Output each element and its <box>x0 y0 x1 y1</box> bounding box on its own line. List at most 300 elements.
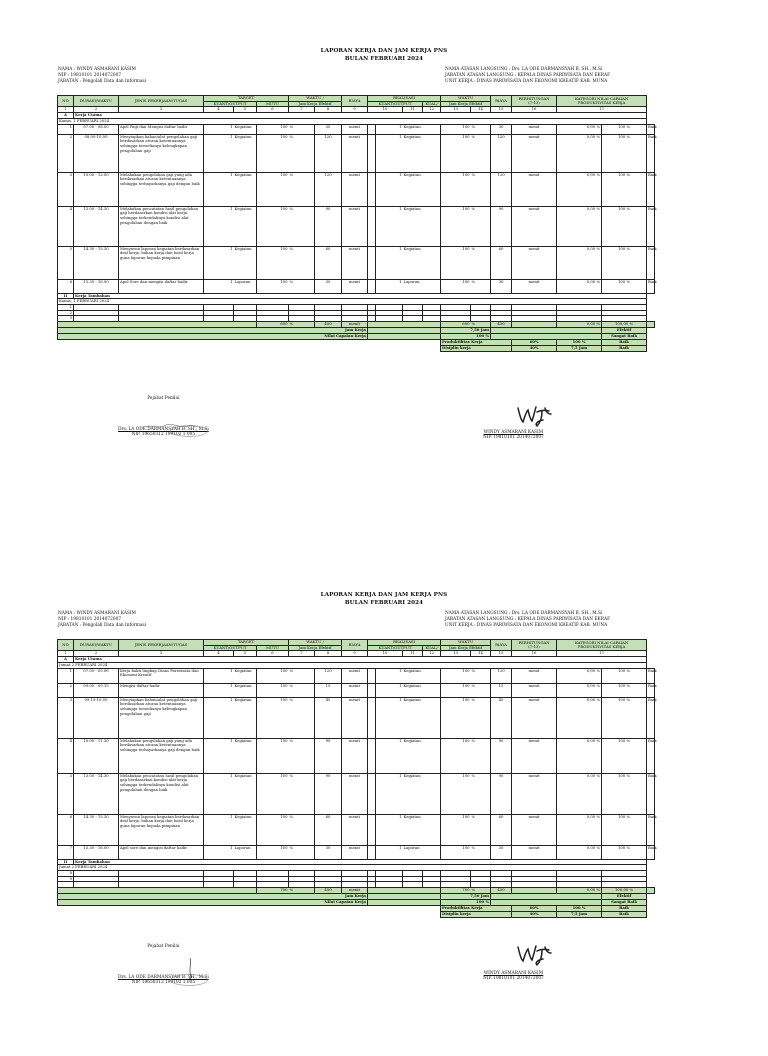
supervisor-info <box>445 611 610 629</box>
totals-target-quality-pct: % <box>289 887 315 893</box>
column-number: 9 <box>342 651 368 657</box>
header-target-quality: MUTU <box>257 645 289 651</box>
row-percentage <box>602 206 647 246</box>
totals-calculation-pct: % <box>596 321 601 327</box>
date-label: Kamis, 1 FEBRUARI 2024 <box>58 118 647 124</box>
totals-real-quality-pct: % <box>471 887 491 893</box>
row-category: Baik <box>647 206 655 246</box>
row-calculation-pct: % <box>596 772 601 778</box>
row-real-quantity: 1 <box>376 246 403 279</box>
discipline-category: Baik <box>602 346 647 352</box>
column-number: 2 <box>74 107 119 113</box>
row-task: Melakukan pengolahan gaji yang ada berdasarkan aturan ketentuannya sehingga terbayarkanya gaji dengan baik <box>119 738 204 773</box>
row-task: Apel Pagi dan Mengisi daftar hadir <box>119 124 204 134</box>
totals-calculation-value: 0,00 <box>586 886 596 892</box>
row-cost <box>368 279 376 293</box>
row-real-quality-pct: % <box>471 683 491 697</box>
row-category: Baik <box>647 172 655 206</box>
blank-row-number: 9 <box>58 876 74 882</box>
row-real-quantity: 1 <box>376 134 403 172</box>
row-target-unit: Kegiatan <box>234 773 257 814</box>
row-target-unit: Kegiatan <box>234 172 257 206</box>
row-calculation <box>557 134 602 172</box>
work-hours-number: 7,50 <box>470 327 480 333</box>
section-label: Kerja Utama <box>74 113 647 119</box>
totals-real-time: 450 <box>491 322 512 328</box>
work-report-table <box>57 639 655 918</box>
totals-target-time-unit: menit <box>342 322 368 328</box>
row-calculation-pct: % <box>596 278 601 284</box>
row-real-unit: Kegiatan <box>403 206 441 246</box>
header-target-quality: MUTU <box>257 101 289 107</box>
row-target-quality-pct: % <box>289 124 315 134</box>
row-percentage-value: 100 <box>618 844 626 850</box>
row-target-time-unit: menit <box>342 246 368 279</box>
row-calculation <box>557 814 602 845</box>
row-real-quantity: 1 <box>376 738 403 773</box>
row-target-quality-pct: % <box>289 845 315 859</box>
row-real-quality: 100 <box>441 697 471 738</box>
row-real-quality-pct: % <box>471 668 491 683</box>
discipline-weight: 40% <box>512 911 557 917</box>
row-time: 07.00 - 08.00 <box>74 124 119 134</box>
header-task-type: JENIS PEKERJAAN/TUGAS <box>119 96 204 107</box>
row-real-quality: 100 <box>441 124 471 134</box>
row-target-time-unit: menit <box>342 773 368 814</box>
row-number: 3 <box>58 172 74 206</box>
header-realization: REALISASI <box>368 640 441 646</box>
row-calculation-value: 0,00 <box>586 171 596 177</box>
row-number: 5 <box>58 246 74 279</box>
header-no: NO <box>58 640 74 651</box>
totals-real-quality: 700 <box>441 887 471 893</box>
row-target-quality: 100 <box>257 246 289 279</box>
row-time: 13.00 - 14.30 <box>74 773 119 814</box>
achievement-unit: % <box>485 898 490 904</box>
discipline-row <box>58 346 655 352</box>
row-time: 14.30 - 15.30 <box>74 246 119 279</box>
row-target-time-unit: menit <box>342 814 368 845</box>
totals-target-time: 450 <box>315 887 342 893</box>
row-percentage-unit: % <box>626 667 631 673</box>
header-time-2: WAKTU <box>441 640 491 646</box>
row-target-time: 120 <box>315 172 342 206</box>
row-time: 09.00 - 09.15 <box>74 683 119 697</box>
column-number: 4 <box>204 651 234 657</box>
table-row <box>58 773 655 814</box>
row-target-quality-pct: % <box>289 683 315 697</box>
row-task: Apel sore dan mengisi daftar hadir <box>119 845 204 859</box>
row-calculation-pct: % <box>596 171 601 177</box>
row-target-quality-pct: % <box>289 697 315 738</box>
table-row <box>58 845 655 859</box>
signature-left-name: Drs. LA ODE DARMANSYAH B. SH., M.Si <box>118 975 209 980</box>
row-percentage <box>602 172 647 206</box>
row-task: Kerja bakti lingkup Dinas Pariwisata dan Ekonomi Kreatif <box>119 668 204 683</box>
row-category: Baik <box>647 738 655 773</box>
header-calculation <box>512 640 557 651</box>
row-target-unit: Kegiatan <box>234 124 257 134</box>
row-category: Baik <box>647 845 655 859</box>
row-real-quality-pct: % <box>471 172 491 206</box>
row-calculation <box>557 845 602 859</box>
row-percentage-value: 100 <box>618 133 626 139</box>
row-percentage <box>602 697 647 738</box>
row-target-quantity: 1 <box>204 124 234 134</box>
row-cost <box>368 738 376 773</box>
row-target-time: 60 <box>315 246 342 279</box>
row-cost <box>368 246 376 279</box>
header-time-2: WAKTU <box>441 96 491 102</box>
row-percentage-unit: % <box>626 772 631 778</box>
row-real-quantity: 1 <box>376 124 403 134</box>
row-real-unit: Kegiatan <box>403 773 441 814</box>
header-cost-2: BIAYA <box>491 96 512 107</box>
header-real-quality: KUAL/ <box>423 101 441 107</box>
header-calc-line: (7-13) <box>528 644 540 650</box>
row-category: Baik <box>647 134 655 172</box>
row-target-time-unit: menit <box>342 124 368 134</box>
employee-info-line: NIP : 19810101 2014072007 <box>58 617 122 622</box>
row-task: Mengisi daftar hadir <box>119 683 204 697</box>
row-target-quality: 100 <box>257 683 289 697</box>
row-calculation <box>557 668 602 683</box>
totals-calculation-pct: % <box>596 886 601 892</box>
row-real-time: 60 <box>491 814 512 845</box>
row-target-quality: 100 <box>257 845 289 859</box>
header-duration: DURASI/WAKTU <box>74 640 119 651</box>
column-number: 16 <box>512 107 557 113</box>
work-hours-category: Efektif <box>602 328 647 334</box>
row-target-quality-pct: % <box>289 206 315 246</box>
row-real-quality-pct: % <box>471 279 491 293</box>
column-number: 17 <box>557 651 647 657</box>
productivity-label: Produktifitas Kerja <box>441 340 512 346</box>
row-percentage-unit: % <box>626 813 631 819</box>
row-number: 1 <box>58 668 74 683</box>
header-realization: REALISASI <box>368 96 441 102</box>
row-percentage-unit: % <box>626 133 631 139</box>
section-number: A <box>58 113 74 119</box>
work-hours-unit: Jam <box>480 892 490 898</box>
totals-target-quality: 700 <box>257 887 289 893</box>
header-category-line: KATEGORI NILAI CAPAIAN <box>574 95 629 101</box>
row-task: Menyusun laporan kegiatan berdasarkan draf kerja, bahan kerja dan hasil kerja guna laporan kepada pimpinan <box>119 814 204 845</box>
row-target-time-unit: menit <box>342 134 368 172</box>
row-real-quantity: 1 <box>376 814 403 845</box>
row-number: 4 <box>58 738 74 773</box>
row-task: Menyiapkan bahan/alat pengolahan gaji berdasarkan aturan ketentuannya sehingga tersedianya kelengkapan pengolahan gaji <box>119 134 204 172</box>
row-percentage-unit: % <box>626 245 631 251</box>
totals-calculation-value: 0,00 <box>586 321 596 327</box>
row-category: Baik <box>647 683 655 697</box>
header-target-quantity: KUANT/OUTPUT <box>204 101 257 107</box>
row-target-time-unit: menit <box>342 206 368 246</box>
header-calc-line: (7-13) <box>528 100 540 106</box>
row-time: 08.00-10.00 <box>74 134 119 172</box>
column-number: 3 <box>119 107 204 113</box>
row-real-time-unit: menit <box>512 814 557 845</box>
row-category: Baik <box>647 668 655 683</box>
handwritten-signature <box>515 941 555 967</box>
row-percentage <box>602 134 647 172</box>
row-target-quality-pct: % <box>289 246 315 279</box>
column-number: 12 <box>423 651 441 657</box>
header-cost: BIAYA <box>342 640 368 651</box>
achievement-category: Sangat Baik <box>602 899 647 905</box>
row-target-quality: 100 <box>257 206 289 246</box>
table-row <box>58 683 655 697</box>
row-real-quality: 100 <box>441 683 471 697</box>
row-real-quantity: 1 <box>376 668 403 683</box>
row-real-time: 30 <box>491 124 512 134</box>
productivity-category: Baik <box>602 905 647 911</box>
section-number: II <box>58 859 74 865</box>
achievement-label: Nilai Capaian Kerja <box>58 334 368 340</box>
column-number: 10 <box>368 651 403 657</box>
row-real-time: 60 <box>491 246 512 279</box>
row-target-time: 90 <box>315 206 342 246</box>
header-calc-line: PERHITUNGAN <box>518 639 550 645</box>
row-real-unit: Kegiatan <box>403 683 441 697</box>
row-target-time: 60 <box>315 814 342 845</box>
row-target-quantity: 1 <box>204 683 234 697</box>
row-calculation-value: 0,00 <box>586 205 596 211</box>
column-number: 6 <box>257 107 289 113</box>
row-cost <box>368 773 376 814</box>
row-category: Baik <box>647 697 655 738</box>
section-number: A <box>58 657 74 663</box>
achievement-number: 100 <box>476 333 485 339</box>
row-real-quality-pct: % <box>471 246 491 279</box>
date-label: Kamis, 1 FEBRUARI 2024 <box>58 299 647 305</box>
row-cost <box>368 683 376 697</box>
row-percentage <box>602 279 647 293</box>
row-target-quantity: 1 <box>204 738 234 773</box>
totals-target-quality-pct: % <box>289 322 315 328</box>
row-cost <box>368 814 376 845</box>
row-target-unit: Kegiatan <box>234 134 257 172</box>
signature-right-nip: NIP. 19810101 2014072007 <box>483 976 544 981</box>
header-target: TARGET <box>204 96 289 102</box>
table-row <box>58 206 655 246</box>
row-time: 10.00 - 11.30 <box>74 738 119 773</box>
header-no: NO <box>58 96 74 107</box>
column-number: 13 <box>441 107 471 113</box>
row-real-quality: 100 <box>441 814 471 845</box>
row-target-quality: 100 <box>257 738 289 773</box>
productivity-weight: 60% <box>512 905 557 911</box>
row-calculation-value: 0,00 <box>586 844 596 850</box>
header-calc-line: PERHITUNGAN <box>518 95 550 101</box>
header-real-quantity: KUANT/OUTPUT <box>368 101 423 107</box>
table-row <box>58 279 655 293</box>
row-category: Baik <box>647 279 655 293</box>
row-real-unit: Kegiatan <box>403 814 441 845</box>
totals-target-time: 450 <box>315 322 342 328</box>
row-real-quality-pct: % <box>471 773 491 814</box>
row-calculation <box>557 246 602 279</box>
header-target-quantity: KUANT/OUTPUT <box>204 645 257 651</box>
column-number: 15 <box>491 651 512 657</box>
report-subtitle: BULAN FEBRUARI 2024 <box>344 55 424 62</box>
row-percentage <box>602 814 647 845</box>
row-target-time-unit: menit <box>342 697 368 738</box>
discipline-weight: 40% <box>512 346 557 352</box>
column-number: 11 <box>403 107 423 113</box>
row-real-time: 90 <box>491 773 512 814</box>
row-target-quality: 100 <box>257 697 289 738</box>
header-category-line: PRODUKTIVITAS KERJA <box>577 644 626 650</box>
row-real-time: 90 <box>491 738 512 773</box>
row-percentage <box>602 845 647 859</box>
row-time: 15.30 - 16.00 <box>74 279 119 293</box>
row-real-time-unit: menit <box>512 668 557 683</box>
row-real-quantity: 1 <box>376 697 403 738</box>
row-category: Baik <box>647 814 655 845</box>
date-label: Jumat 2 FEBRUARI 2024 <box>58 865 647 871</box>
row-cost <box>368 845 376 859</box>
table-row <box>58 697 655 738</box>
row-target-quality-pct: % <box>289 134 315 172</box>
row-target-quality: 100 <box>257 134 289 172</box>
row-percentage-value: 100 <box>618 682 626 688</box>
discipline-value <box>557 911 602 917</box>
row-percentage-value: 100 <box>618 772 626 778</box>
section-label: Kerja Utama <box>74 657 647 663</box>
row-calculation-value: 0,00 <box>586 245 596 251</box>
header-row <box>58 640 655 646</box>
row-real-unit: Kegiatan <box>403 697 441 738</box>
row-percentage <box>602 668 647 683</box>
cap-spacer <box>58 911 441 917</box>
row-real-time: 15 <box>491 683 512 697</box>
discipline-value-unit: Jam <box>578 345 588 351</box>
row-category: Baik <box>647 124 655 134</box>
row-calculation-value: 0,00 <box>586 667 596 673</box>
row-target-time-unit: menit <box>342 279 368 293</box>
row-real-time-unit: menit <box>512 134 557 172</box>
assessor-signature <box>180 956 200 980</box>
header-real-quantity: KUANT/OUTPUT <box>368 645 423 651</box>
row-real-quality: 100 <box>441 279 471 293</box>
row-percentage-value: 100 <box>618 667 626 673</box>
row-target-quantity: 1 <box>204 246 234 279</box>
productivity-value-number: 100 <box>572 339 581 345</box>
row-target-time: 30 <box>315 124 342 134</box>
row-target-quantity: 1 <box>204 773 234 814</box>
table-row <box>58 124 655 134</box>
row-real-quality: 100 <box>441 246 471 279</box>
header-cost-2: BIAYA <box>491 640 512 651</box>
productivity-value-unit: % <box>581 339 586 345</box>
work-hours-label: Jam Kerja <box>58 893 368 899</box>
row-real-unit: Kegiatan <box>403 668 441 683</box>
column-number: 17 <box>557 107 647 113</box>
row-number: 3 <box>58 697 74 738</box>
header-real-effective-hours: Jam Kerja Efektif <box>441 101 491 107</box>
productivity-label: Produktifitas Kerja <box>441 905 512 911</box>
row-cost <box>368 668 376 683</box>
row-percentage-value: 100 <box>618 123 626 129</box>
row-real-time: 45 <box>491 697 512 738</box>
row-target-time-unit: menit <box>342 845 368 859</box>
row-category: Baik <box>647 773 655 814</box>
employee-info-line: JABATAN : Pengolah Data dan Informasi <box>58 79 146 84</box>
row-real-unit: Kegiatan <box>403 134 441 172</box>
row-real-unit: Laporan <box>403 845 441 859</box>
row-real-time-unit: menit <box>512 206 557 246</box>
row-real-time-unit: menit <box>512 279 557 293</box>
row-time: 07.00 - 09.00 <box>74 668 119 683</box>
row-real-time-unit: menit <box>512 246 557 279</box>
signature-right <box>483 971 544 981</box>
productivity-weight: 60% <box>512 340 557 346</box>
report-subtitle: BULAN FEBRUARI 2024 <box>344 599 424 606</box>
row-target-quantity: 1 <box>204 134 234 172</box>
row-cost <box>368 124 376 134</box>
header-target: TARGET <box>204 640 289 646</box>
handwritten-signature <box>515 402 555 428</box>
row-percentage <box>602 246 647 279</box>
row-real-unit: Kegiatan <box>403 124 441 134</box>
row-target-time: 90 <box>315 773 342 814</box>
row-cost <box>368 697 376 738</box>
row-task: Melakukan pencatatan hasil pengolahan gaji berdasarkan kondisi alat kerja sehingga terkendalinya kondisi alat pengolahan dengan baik <box>119 773 204 814</box>
row-real-time-unit: menit <box>512 683 557 697</box>
row-percentage-value: 100 <box>618 245 626 251</box>
discipline-value-number: 7,5 <box>570 345 578 351</box>
totals-percentage-value: 100,00 <box>614 321 629 327</box>
row-real-quantity: 1 <box>376 279 403 293</box>
employee-info-line: NAMA : WINDY ASMARANI KASIM <box>58 611 136 616</box>
row-target-time-unit: menit <box>342 738 368 773</box>
column-number: 5 <box>234 651 257 657</box>
table-row <box>58 738 655 773</box>
row-calculation-value: 0,00 <box>586 737 596 743</box>
work-hours-number: 7,50 <box>470 892 480 898</box>
signature-left-nip: NIP. 19650312 199102 1 005 <box>131 432 196 437</box>
row-task: Melakukan pencatatan hasil pengolahan gaji berdasarkan kondisi alat kerja sehingga terkendalinya kondisi alat pengolahan dengan baik <box>119 206 204 246</box>
row-target-quality-pct: % <box>289 279 315 293</box>
row-real-quality: 100 <box>441 738 471 773</box>
row-target-time: 45 <box>315 697 342 738</box>
table-row <box>58 134 655 172</box>
row-real-time: 120 <box>491 134 512 172</box>
row-real-quality-pct: % <box>471 124 491 134</box>
row-real-quality-pct: % <box>471 738 491 773</box>
row-target-time-unit: menit <box>342 683 368 697</box>
column-number: 5 <box>234 107 257 113</box>
row-calculation-pct: % <box>596 133 601 139</box>
achievement-number: 100 <box>476 898 485 904</box>
column-number: 14 <box>471 651 491 657</box>
row-target-time-unit: menit <box>342 172 368 206</box>
row-time: 13.00 - 14.30 <box>74 206 119 246</box>
row-target-quality: 100 <box>257 172 289 206</box>
row-real-quantity: 1 <box>376 206 403 246</box>
row-time: 09.15-10.00 <box>74 697 119 738</box>
row-calculation <box>557 697 602 738</box>
row-task: Menyusun laporan kegiatan berdasarkan draf kerja, bahan kerja dan hasil kerja guna laporan kepada pimpinan <box>119 246 204 279</box>
report-page <box>0 544 768 1056</box>
totals-spacer <box>647 887 655 893</box>
row-target-quantity: 1 <box>204 814 234 845</box>
blank-row-number: 3 <box>58 316 74 322</box>
row-real-time-unit: menit <box>512 172 557 206</box>
column-number: 4 <box>204 107 234 113</box>
supervisor-info-line: UNIT KERJA : DINAS PARIWISATA DAN EKONOMI KREATIF KAB. MUNA <box>445 623 608 628</box>
